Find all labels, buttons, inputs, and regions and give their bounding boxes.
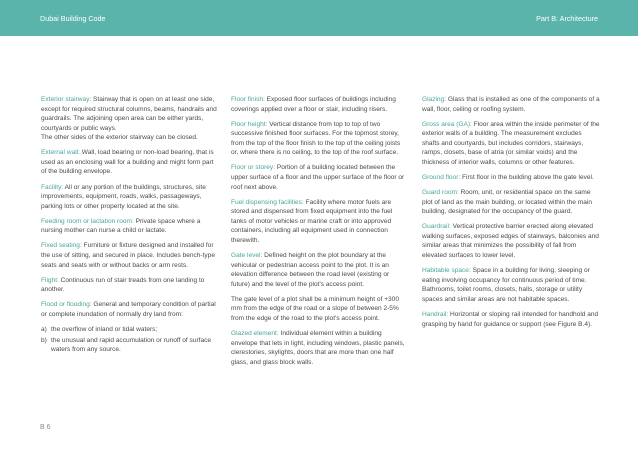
term: Floor or storey: [231,164,276,172]
list-marker: a) [41,326,47,334]
definition: Furniture or fixture designed and installed for the use of sitting, and secured in place. Includes bench-type seats and seats with or without backs or arm rests. [41,242,215,269]
page-number: B 6 [40,424,51,431]
definition-guard-room [422,188,600,217]
definition-handrail [422,310,600,329]
definition: Defined height on the plot boundary at the vehicular or pedestrian access point to the plot. It is an elevation difference between the road level (existing or future) and the level of the plot's access point. [231,252,390,288]
definition: Private space where a nursing mother can nurse a child or lactate. [41,217,201,235]
list-text: the unusual and rapid accumulation or runoff of surface waters from any source. [51,336,212,354]
definition-feeding-room [41,217,219,236]
column-3 [422,95,600,335]
definition: Facility where motor fuels are stored and dispensed from fixed equipment into the fuel tanks of motor vehicles or marine craft or into approved containers, including all equipment used in connection therewith. [231,198,393,244]
term: Gross area (GA): [422,120,472,128]
term: Gate level: [231,252,263,260]
definition-note: The other sides of the exterior stairway can be closed. [41,134,198,142]
definition: Vertical distance from top to top of two successive finished floor surfaces. For the topmost storey, from the top of the floor finish to the top of the ceiling joists or, where there is no ceiling, to the top of the roof surface. [231,120,401,157]
term: Flood or flooding: [41,301,92,309]
term: Glazing: [422,96,447,103]
term: Fuel dispensing facilities: [231,198,304,206]
definition: All or any portion of the buildings, structures, site improvements, equipment, roads, walks, passageways, parking lots or other property located at the site. [41,183,206,210]
term: Habitable space: [422,267,471,275]
page-header [0,0,638,36]
section-title: Part B: Architecture [536,14,598,23]
definition: First floor in the building above the gate level. [460,174,594,182]
column-2 [231,95,409,373]
term: Glazed element: [231,330,279,338]
definition-flood [41,300,219,354]
definition-glazing [422,95,600,114]
term: Exterior stairway: [41,96,92,103]
term: Flight: [41,276,59,284]
term: Guardrail: [422,223,451,231]
definition: Stairway that is open on at least one side, except for required structural columns, beams, handrails and guardrails. The adjoining open area can be either yards, courtyards or public ways. [41,96,217,132]
definition: Floor area within the inside perimeter of the exterior walls of a building. The measurement excludes shafts and courtyards, but includes corridors, stairways, ramps, closets, base of atria (or similar voids) and the thickness of interior walls, columns or other features. [422,120,600,166]
definition-guardrail [422,222,600,260]
definition-floor-or-storey [231,163,409,192]
definition: Portion of a building located between the upper surface of a floor and the upper surface of the floor or roof next above. [231,164,405,191]
definition-floor-height [231,120,409,158]
definition-habitable-space [422,266,600,304]
list-item [41,325,219,335]
definition-note: The gate level of a plot shall be a minimum height of +300 mm from the edge of the road or a slope of between 2-5% from the edge of the road to the plot's access point. [231,295,399,322]
term: Facility: [41,183,64,191]
definition: Exposed floor surfaces of buildings including coverings applied over a floor or stair, including risers. [231,96,396,113]
term: Feeding room or lactation room: [41,217,134,225]
definition-gate-level [231,251,409,323]
definition-glazed-element [231,329,409,367]
term: External wall: [41,149,80,157]
term: Floor finish: [231,96,265,103]
term: Fixed seating: [41,242,82,250]
definition-fixed-seating [41,241,219,270]
definition: Individual element within a building envelope that lets in light, including windows, plastic panels, clerestories, skylights, doors that are more than one half glass, and glass block walls. [231,330,405,366]
definition-ground-floor [422,173,600,183]
definition: General and temporary condition of partial or complete inundation of normally dry land from: [41,301,216,318]
definition-exterior-stairway [41,95,219,143]
definition-facility [41,183,219,212]
definition: Room, unit, or residential space on the same plot of land as the main building, or located within the main building, designated for the occupancy of the guard. [422,189,592,216]
term: Ground floor: [422,174,461,182]
definition: Horizontal or sloping rail intended for handhold and grasping by hand for guidance or support (see Figure B.4). [422,310,599,328]
list-item [41,336,219,355]
term: Floor height: [231,120,268,128]
definition-gross-area [422,120,600,168]
definition-floor-finish [231,95,409,114]
definition: Vertical protective barrier erected along elevated walking surfaces, exposed edges of stairways, balconies and similar areas that minimizes the possibility of fall from elevated surfaces to lower level. [422,223,599,260]
definition-flight [41,276,219,295]
term: Guard room: [422,189,459,197]
definition: Continuous run of stair treads from one landing to another. [41,276,205,294]
document-title: Dubai Building Code [40,14,106,23]
column-1 [41,95,219,360]
term: Handrail: [422,310,449,318]
definition: Wall, load bearing or non-load bearing, that is used as an enclosing wall for a building and might form part of the building envelope. [41,149,214,176]
list-marker: b) [41,336,47,344]
list-text: the overflow of inland or tidal waters; [51,326,158,334]
definition-fuel-dispensing [231,198,409,246]
definition-external-wall [41,148,219,177]
definition: Glass that is installed as one of the components of a wall, floor, ceiling or roofing system. [422,96,600,113]
definition: Space in a building for living, sleeping or eating involving occupancy for continuous period of time. Bathrooms, toilet rooms, closets, halls, storage or utility spaces and similar areas are not habitable spaces. [422,267,590,303]
